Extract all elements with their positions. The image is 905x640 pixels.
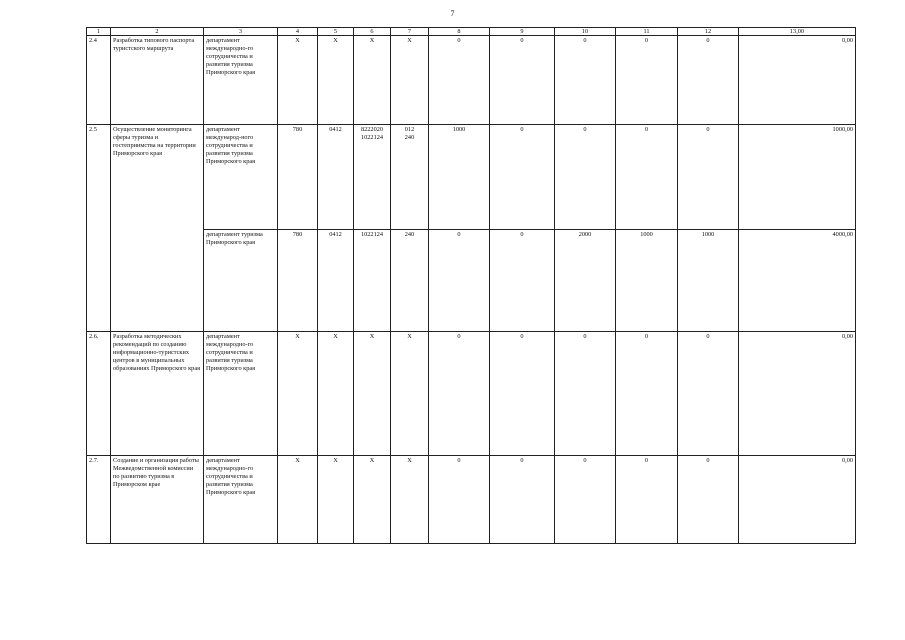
executor: департамент международно-го сотрудничества и развития туризма Приморского края: [204, 456, 278, 544]
activity-name: Создание и организация работы Межведомственной комиссии по развитию туризма в Приморском крае: [111, 456, 204, 544]
cell-grbs: Х: [278, 456, 318, 544]
executor: департамент международно-го сотрудничества и развития туризма Приморского края: [204, 36, 278, 125]
cell-year-2: 0: [490, 125, 555, 230]
cell-total: 0,00: [739, 36, 856, 125]
cell-grbs: 780: [278, 125, 318, 230]
header-cell: 13,00: [739, 28, 856, 36]
cell-grbs: Х: [278, 332, 318, 456]
cell-year-5: 0: [678, 36, 739, 125]
cell-total: 1000,00: [739, 125, 856, 230]
cell-vr: Х: [391, 36, 429, 125]
cell-csr: Х: [354, 332, 391, 456]
cell-year-3: 0: [555, 125, 616, 230]
cell-year-2: 0: [490, 332, 555, 456]
cell-vr: Х: [391, 456, 429, 544]
cell-rzpr: Х: [318, 36, 354, 125]
cell-csr: 1022124: [354, 230, 391, 332]
cell-year-3: 2000: [555, 230, 616, 332]
header-cell: 9: [490, 28, 555, 36]
cell-year-5: 0: [678, 125, 739, 230]
cell-total: 0,00: [739, 332, 856, 456]
header-cell: 6: [354, 28, 391, 36]
table-row: [87, 125, 856, 230]
cell-year-1: 0: [429, 230, 490, 332]
activity-name: Осуществление мониторинга сферы туризма и гостеприимства на территории Приморского края: [111, 125, 204, 332]
cell-grbs: 780: [278, 230, 318, 332]
cell-year-2: 0: [490, 456, 555, 544]
cell-year-1: 0: [429, 456, 490, 544]
cell-rzpr: 0412: [318, 125, 354, 230]
header-cell: 11: [616, 28, 678, 36]
cell-rzpr: 0412: [318, 230, 354, 332]
header-cell: 12: [678, 28, 739, 36]
row-number: 2.4: [87, 36, 111, 125]
cell-year-2: 0: [490, 230, 555, 332]
table-row: [87, 332, 856, 456]
budget-table: [86, 27, 856, 544]
cell-year-1: 0: [429, 36, 490, 125]
cell-vr: 240: [391, 230, 429, 332]
cell-year-2: 0: [490, 36, 555, 125]
cell-year-5: 1000: [678, 230, 739, 332]
header-cell: 2: [111, 28, 204, 36]
cell-year-4: 0: [616, 125, 678, 230]
header-cell: 3: [204, 28, 278, 36]
header-cell: 4: [278, 28, 318, 36]
cell-csr: Х: [354, 36, 391, 125]
cell-year-3: 0: [555, 332, 616, 456]
executor: департамент международ-ного сотрудничества и развития туризма Приморского края: [204, 125, 278, 230]
cell-year-3: 0: [555, 36, 616, 125]
activity-name: Разработка типового паспорта туристского маршрута: [111, 36, 204, 125]
cell-csr: Х: [354, 456, 391, 544]
executor: департамент международно-го сотрудничества и развития туризма Приморского края: [204, 332, 278, 456]
cell-year-4: 0: [616, 456, 678, 544]
cell-vr: [391, 125, 429, 230]
table-row: [87, 36, 856, 125]
cell-year-3: 0: [555, 456, 616, 544]
row-number: 2.6.: [87, 332, 111, 456]
cell-rzpr: Х: [318, 332, 354, 456]
header-cell: 5: [318, 28, 354, 36]
cell-year-1: 1000: [429, 125, 490, 230]
cell-grbs: Х: [278, 36, 318, 125]
cell-total: 0,00: [739, 456, 856, 544]
cell-year-5: 0: [678, 456, 739, 544]
cell-vr: Х: [391, 332, 429, 456]
table-row: [87, 456, 856, 544]
row-number: 2.5: [87, 125, 111, 332]
activity-name: Разработка методических рекомендаций по созданию информационно-туристских центров в муниципальных образованиях Приморского края: [111, 332, 204, 456]
cell-year-4: 0: [616, 332, 678, 456]
executor: департамент туризма Приморского края: [204, 230, 278, 332]
csr-line: 8222020: [360, 126, 384, 133]
header-cell: 10: [555, 28, 616, 36]
cell-total: 4000,00: [739, 230, 856, 332]
vr-line: 240: [404, 134, 415, 141]
vr-line: 012: [404, 126, 415, 133]
page-number: 7: [450, 9, 455, 18]
cell-year-4: 1000: [616, 230, 678, 332]
header-cell: 8: [429, 28, 490, 36]
row-number: 2.7.: [87, 456, 111, 544]
cell-year-5: 0: [678, 332, 739, 456]
header-cell: 1: [87, 28, 111, 36]
cell-year-4: 0: [616, 36, 678, 125]
header-row: [87, 28, 856, 36]
cell-csr: [354, 125, 391, 230]
cell-rzpr: Х: [318, 456, 354, 544]
header-cell: 7: [391, 28, 429, 36]
csr-line: 1022124: [360, 134, 384, 141]
cell-year-1: 0: [429, 332, 490, 456]
